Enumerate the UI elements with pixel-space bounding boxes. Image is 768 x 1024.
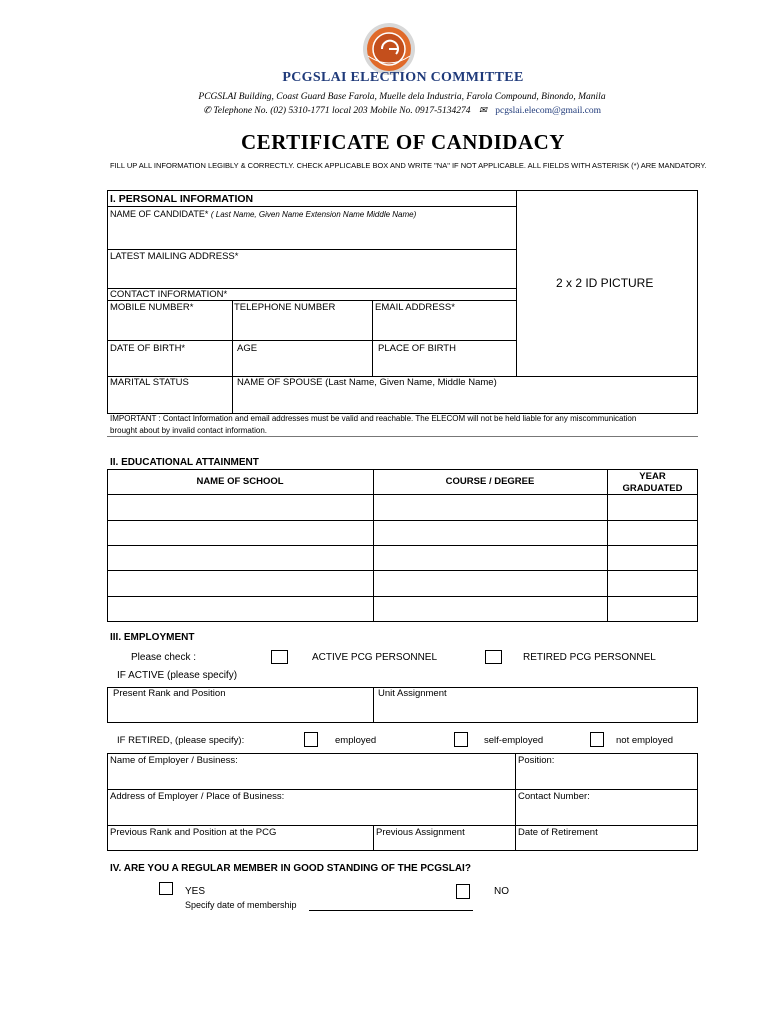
if-retired-label: IF RETIRED, (please specify):: [117, 735, 245, 746]
not-employed-label: not employed: [616, 735, 674, 746]
retirement-date-field[interactable]: Date of Retirement: [518, 827, 598, 838]
col-year: YEAR: [639, 471, 666, 482]
address-field[interactable]: LATEST MAILING ADDRESS*: [110, 251, 239, 262]
name-label: NAME OF CANDIDATE*: [110, 209, 209, 219]
yes-label: YES: [185, 886, 206, 897]
section-2-heading: II. EDUCATIONAL ATTAINMENT: [110, 457, 259, 468]
marital-field[interactable]: MARITAL STATUS: [110, 377, 189, 388]
if-active-label: IF ACTIVE (please specify): [117, 670, 238, 681]
employed-checkbox[interactable]: [304, 732, 318, 747]
name-hint: ( Last Name, Given Name Extension Name Middle Name): [210, 210, 417, 219]
name-field[interactable]: [110, 209, 416, 219]
important-note-2: brought about by invalid contact information.: [110, 426, 267, 435]
spouse-field[interactable]: NAME OF SPOUSE (Last Name, Given Name, Middle Name): [237, 377, 497, 388]
employer-name-field[interactable]: Name of Employer / Business:: [110, 755, 238, 766]
dob-field[interactable]: DATE OF BIRTH*: [110, 343, 186, 354]
self-employed-label: self-employed: [484, 735, 544, 746]
telephone-field[interactable]: TELEPHONE NUMBER: [234, 302, 336, 313]
active-label: ACTIVE PCG PERSONNEL: [312, 652, 438, 663]
telephone-text: Telephone No. (02) 5310-1771 local 203 Mobile No. 0917-5134274: [213, 106, 471, 116]
position-field[interactable]: Position:: [518, 755, 555, 766]
self-employed-checkbox[interactable]: [454, 732, 468, 747]
email-field[interactable]: EMAIL ADDRESS*: [375, 302, 455, 313]
col-school: NAME OF SCHOOL: [196, 476, 284, 487]
contact-number-field[interactable]: Contact Number:: [518, 791, 590, 802]
employer-address-field[interactable]: Address of Employer / Place of Business:: [110, 791, 285, 802]
present-rank-field[interactable]: Present Rank and Position: [113, 688, 226, 699]
contact-line: [203, 105, 601, 116]
unit-assignment-field[interactable]: Unit Assignment: [378, 688, 447, 699]
col-course: COURSE / DEGREE: [445, 476, 535, 487]
mobile-field[interactable]: MOBILE NUMBER*: [110, 302, 194, 313]
prev-rank-field[interactable]: Previous Rank and Position at the PCG: [110, 827, 277, 838]
photo-box: 2 x 2 ID PICTURE: [556, 276, 654, 290]
active-checkbox[interactable]: [271, 650, 288, 664]
retired-label: RETIRED PCG PERSONNEL: [523, 652, 656, 663]
important-note: IMPORTANT : Contact Information and email addresses must be valid and reachable. The ELECOM will not be held liable for any miscommunication: [110, 414, 637, 423]
phone-icon: ✆: [203, 106, 214, 116]
page-title: CERTIFICATE OF CANDIDACY: [241, 130, 565, 154]
org-address: PCGSLAI Building, Coast Guard Base Farola, Muelle dela Industria, Farola Compound, Binondo, Manila: [198, 92, 606, 102]
pob-field[interactable]: PLACE OF BIRTH: [378, 343, 456, 354]
pcgslai-logo: [362, 22, 416, 76]
age-field[interactable]: AGE: [237, 343, 258, 354]
no-label: NO: [494, 886, 509, 897]
retired-checkbox[interactable]: [485, 650, 502, 664]
col-graduated: GRADUATED: [622, 483, 683, 494]
section-4-heading: IV. ARE YOU A REGULAR MEMBER IN GOOD STANDING OF THE PCGSLAI?: [110, 863, 471, 874]
org-name: PCGSLAI ELECTION COMMITTEE: [282, 70, 524, 85]
email-icon: ✉: [478, 106, 487, 116]
membership-date-line[interactable]: [309, 910, 473, 911]
instructions: FILL UP ALL INFORMATION LEGIBLY & CORRECTLY. CHECK APPLICABLE BOX AND WRITE "NA" IF NOT APPLICABLE. ALL FIELDS WITH ASTERISK (*) ARE MANDATORY.: [110, 161, 707, 170]
section-1-heading: I. PERSONAL INFORMATION: [110, 193, 254, 205]
contact-info-label: CONTACT INFORMATION*: [110, 289, 228, 300]
section-3-heading: III. EMPLOYMENT: [110, 632, 195, 643]
email-text[interactable]: pcgslai.elecom@gmail.com: [495, 106, 602, 116]
employed-label: employed: [335, 735, 377, 746]
not-employed-checkbox[interactable]: [590, 732, 604, 747]
please-check-label: Please check :: [131, 652, 197, 663]
yes-checkbox[interactable]: [159, 882, 173, 895]
prev-assignment-field[interactable]: Previous Assignment: [376, 827, 465, 838]
specify-date-label: Specify date of membership: [185, 900, 297, 910]
no-checkbox[interactable]: [456, 884, 470, 899]
